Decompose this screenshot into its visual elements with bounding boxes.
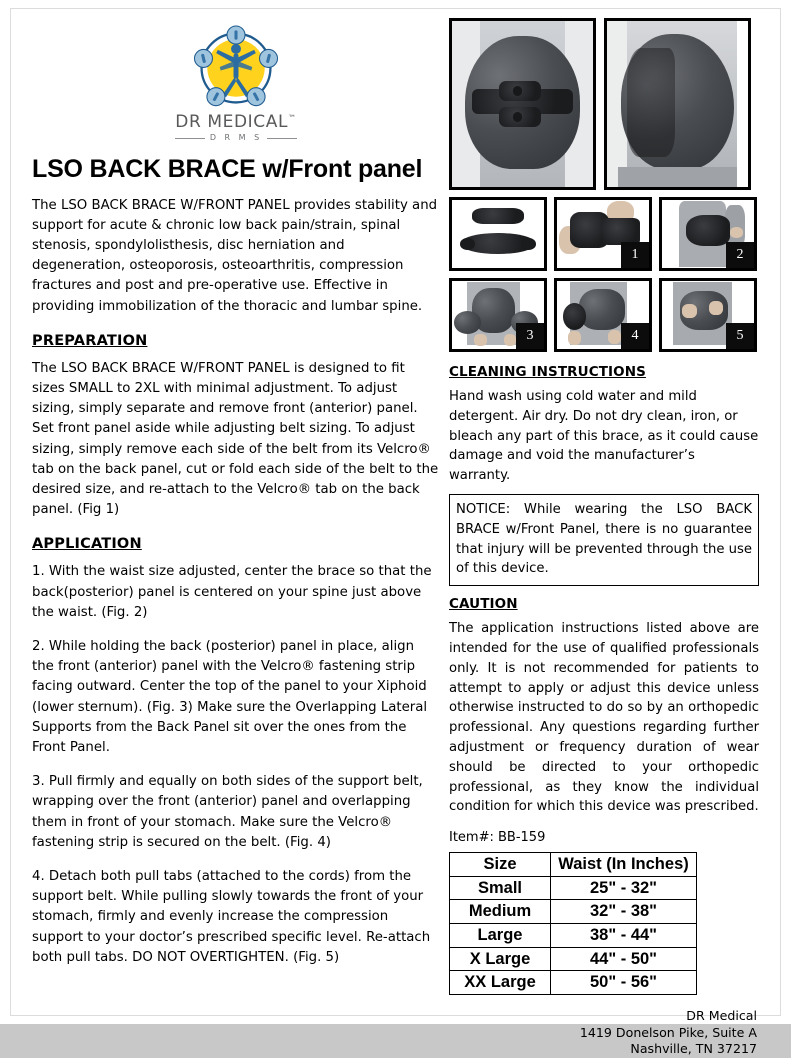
trademark-symbol: ™ <box>288 113 297 123</box>
notice-box <box>449 494 759 586</box>
table-header-row <box>450 853 697 877</box>
figure-panel-belt-parts <box>449 197 547 271</box>
figure-panel-step-1 <box>554 197 652 271</box>
caution-heading: CAUTION <box>449 596 518 613</box>
table-row <box>450 900 697 924</box>
notice-text: NOTICE: While wearing the LSO BACK BRACE w/Front Panel, there is no guarantee that injury will be prevented through the use of this device. <box>456 501 753 577</box>
figure-badge-3: 3 <box>516 323 544 349</box>
brand-wordmark <box>175 114 297 142</box>
footer-address <box>449 1008 757 1058</box>
caution-text: The application instructions listed above are intended for the use of qualified professionals only. It is not recommended for patients to attempt to apply or adjust this device unless otherwise instructed to do so by an orthopedic professional. Any questions regarding further adjustment or frequency duration of wear should be directed to your orthopedic professional, as they know the individual condition for which this device was prescribed. <box>449 621 759 815</box>
size-chart-table <box>449 852 697 995</box>
cell-waist-x-large: 44" - 50" <box>551 947 697 971</box>
figure-row-2 <box>449 278 759 352</box>
application-step-4: 4. Detach both pull tabs (attached to the cords) from the support belt. While pulling slowly towards the front of your stomach, firmly and evenly increase the compression support to your doctor’s prescribed specific level. Re-attach both pull tabs. DO NOT OVERTIGHTEN. (Fig. 5) <box>32 868 431 965</box>
cell-size-xx-large: XX Large <box>450 971 551 995</box>
cleaning-instructions-heading: CLEANING INSTRUCTIONS <box>449 364 646 380</box>
preparation-paragraph: The LSO BACK BRACE W/FRONT PANEL is designed to fit sizes SMALL to 2XL with minimal adjustment. To adjust sizing, simply separate and remove front (anterior) panel. Set front panel aside while adjusting belt sizing. To adjust sizing, simply remove each side of the belt from its Velcro® tab on the back panel, cut or fold each side of the belt to the desired size, and re-attach to the Velcro® tab on the back panel. (Fig 1) <box>32 360 439 518</box>
footer-company: DR Medical <box>686 1007 757 1023</box>
figure-panel-step-2 <box>659 197 757 271</box>
cell-size-x-large: X Large <box>450 947 551 971</box>
table-row <box>450 947 697 971</box>
figure-badge-4: 4 <box>621 323 649 349</box>
right-column <box>449 18 759 1058</box>
item-number: Item#: BB-159 <box>449 830 546 846</box>
cell-size-large: Large <box>450 924 551 948</box>
figure-panel-step-3 <box>449 278 547 352</box>
product-photo-row <box>449 18 759 190</box>
cell-size-medium: Medium <box>450 900 551 924</box>
header-size: Size <box>450 853 551 877</box>
wordmark-rule-right <box>267 138 297 139</box>
intro-paragraph: The LSO BACK BRACE W/FRONT PANEL provides stability and support for acute & chronic low back pain/strain, spinal stenosis, spondylolisthesis, disc herniation and degeneration, osteoporosis, osteoarthritis, compression fractures and post and pre-operative use. Effective in providing immobilization of the thoracic and lumbar spine. <box>32 197 438 314</box>
figure-panel-step-4 <box>554 278 652 352</box>
wordmark-rule-left <box>175 138 205 139</box>
application-step-2: 2. While holding the back (posterior) panel in place, align the front (anterior) panel with the Velcro® fastening strip facing outward. Center the top of the panel to your Xiphoid (lower sternum). (Fig. 3) Make sure the Overlapping Lateral Supports from the Back Panel sit over the ones from the Front Panel. <box>32 638 428 755</box>
figure-badge-1: 1 <box>621 242 649 268</box>
brace-front-view-photo <box>449 18 596 190</box>
page-title: LSO BACK BRACE w/Front panel <box>32 155 423 183</box>
application-heading: APPLICATION <box>32 536 142 553</box>
figure-row-1 <box>449 197 759 271</box>
figure-panel-step-5 <box>659 278 757 352</box>
brand-logo <box>32 18 440 142</box>
header-waist: Waist (In Inches) <box>551 853 697 877</box>
figure-badge-2: 2 <box>726 242 754 268</box>
application-step-3: 3. Pull firmly and equally on both sides of the support belt, wrapping over the front (anterior) panel and overlapping them in front of your stomach. Make sure the Velcro® fastening strip is secured on the belt. (Fig. 4) <box>32 774 423 850</box>
cell-size-small: Small <box>450 876 551 900</box>
cell-waist-xx-large: 50" - 56" <box>551 971 697 995</box>
application-step-1: 1. With the waist size adjusted, center the brace so that the back(posterior) panel is centered on your spine just above the waist. (Fig. 2) <box>32 564 432 620</box>
cell-waist-medium: 32" - 38" <box>551 900 697 924</box>
figure-badge-5: 5 <box>726 323 754 349</box>
cleaning-instructions-text: Hand wash using cold water and mild detergent. Air dry. Do not dry clean, iron, or bleach any part of this brace, as it could cause damage and void the manufacturer’s warranty. <box>449 389 759 484</box>
brace-side-view-photo <box>604 18 751 190</box>
footer-street: 1419 Donelson Pike, Suite A <box>579 1024 757 1040</box>
footer-city-state-zip: Nashville, TN 37217 <box>630 1041 757 1057</box>
cell-waist-small: 25" - 32" <box>551 876 697 900</box>
left-column <box>32 18 440 974</box>
preparation-heading: PREPARATION <box>32 332 148 349</box>
dr-medical-logo-icon <box>188 24 284 112</box>
table-row <box>450 876 697 900</box>
wordmark-subtext: D R M S <box>209 133 263 142</box>
cell-waist-large: 38" - 44" <box>551 924 697 948</box>
table-row <box>450 924 697 948</box>
wordmark-text: DR MEDICAL <box>175 112 289 132</box>
table-row <box>450 971 697 995</box>
